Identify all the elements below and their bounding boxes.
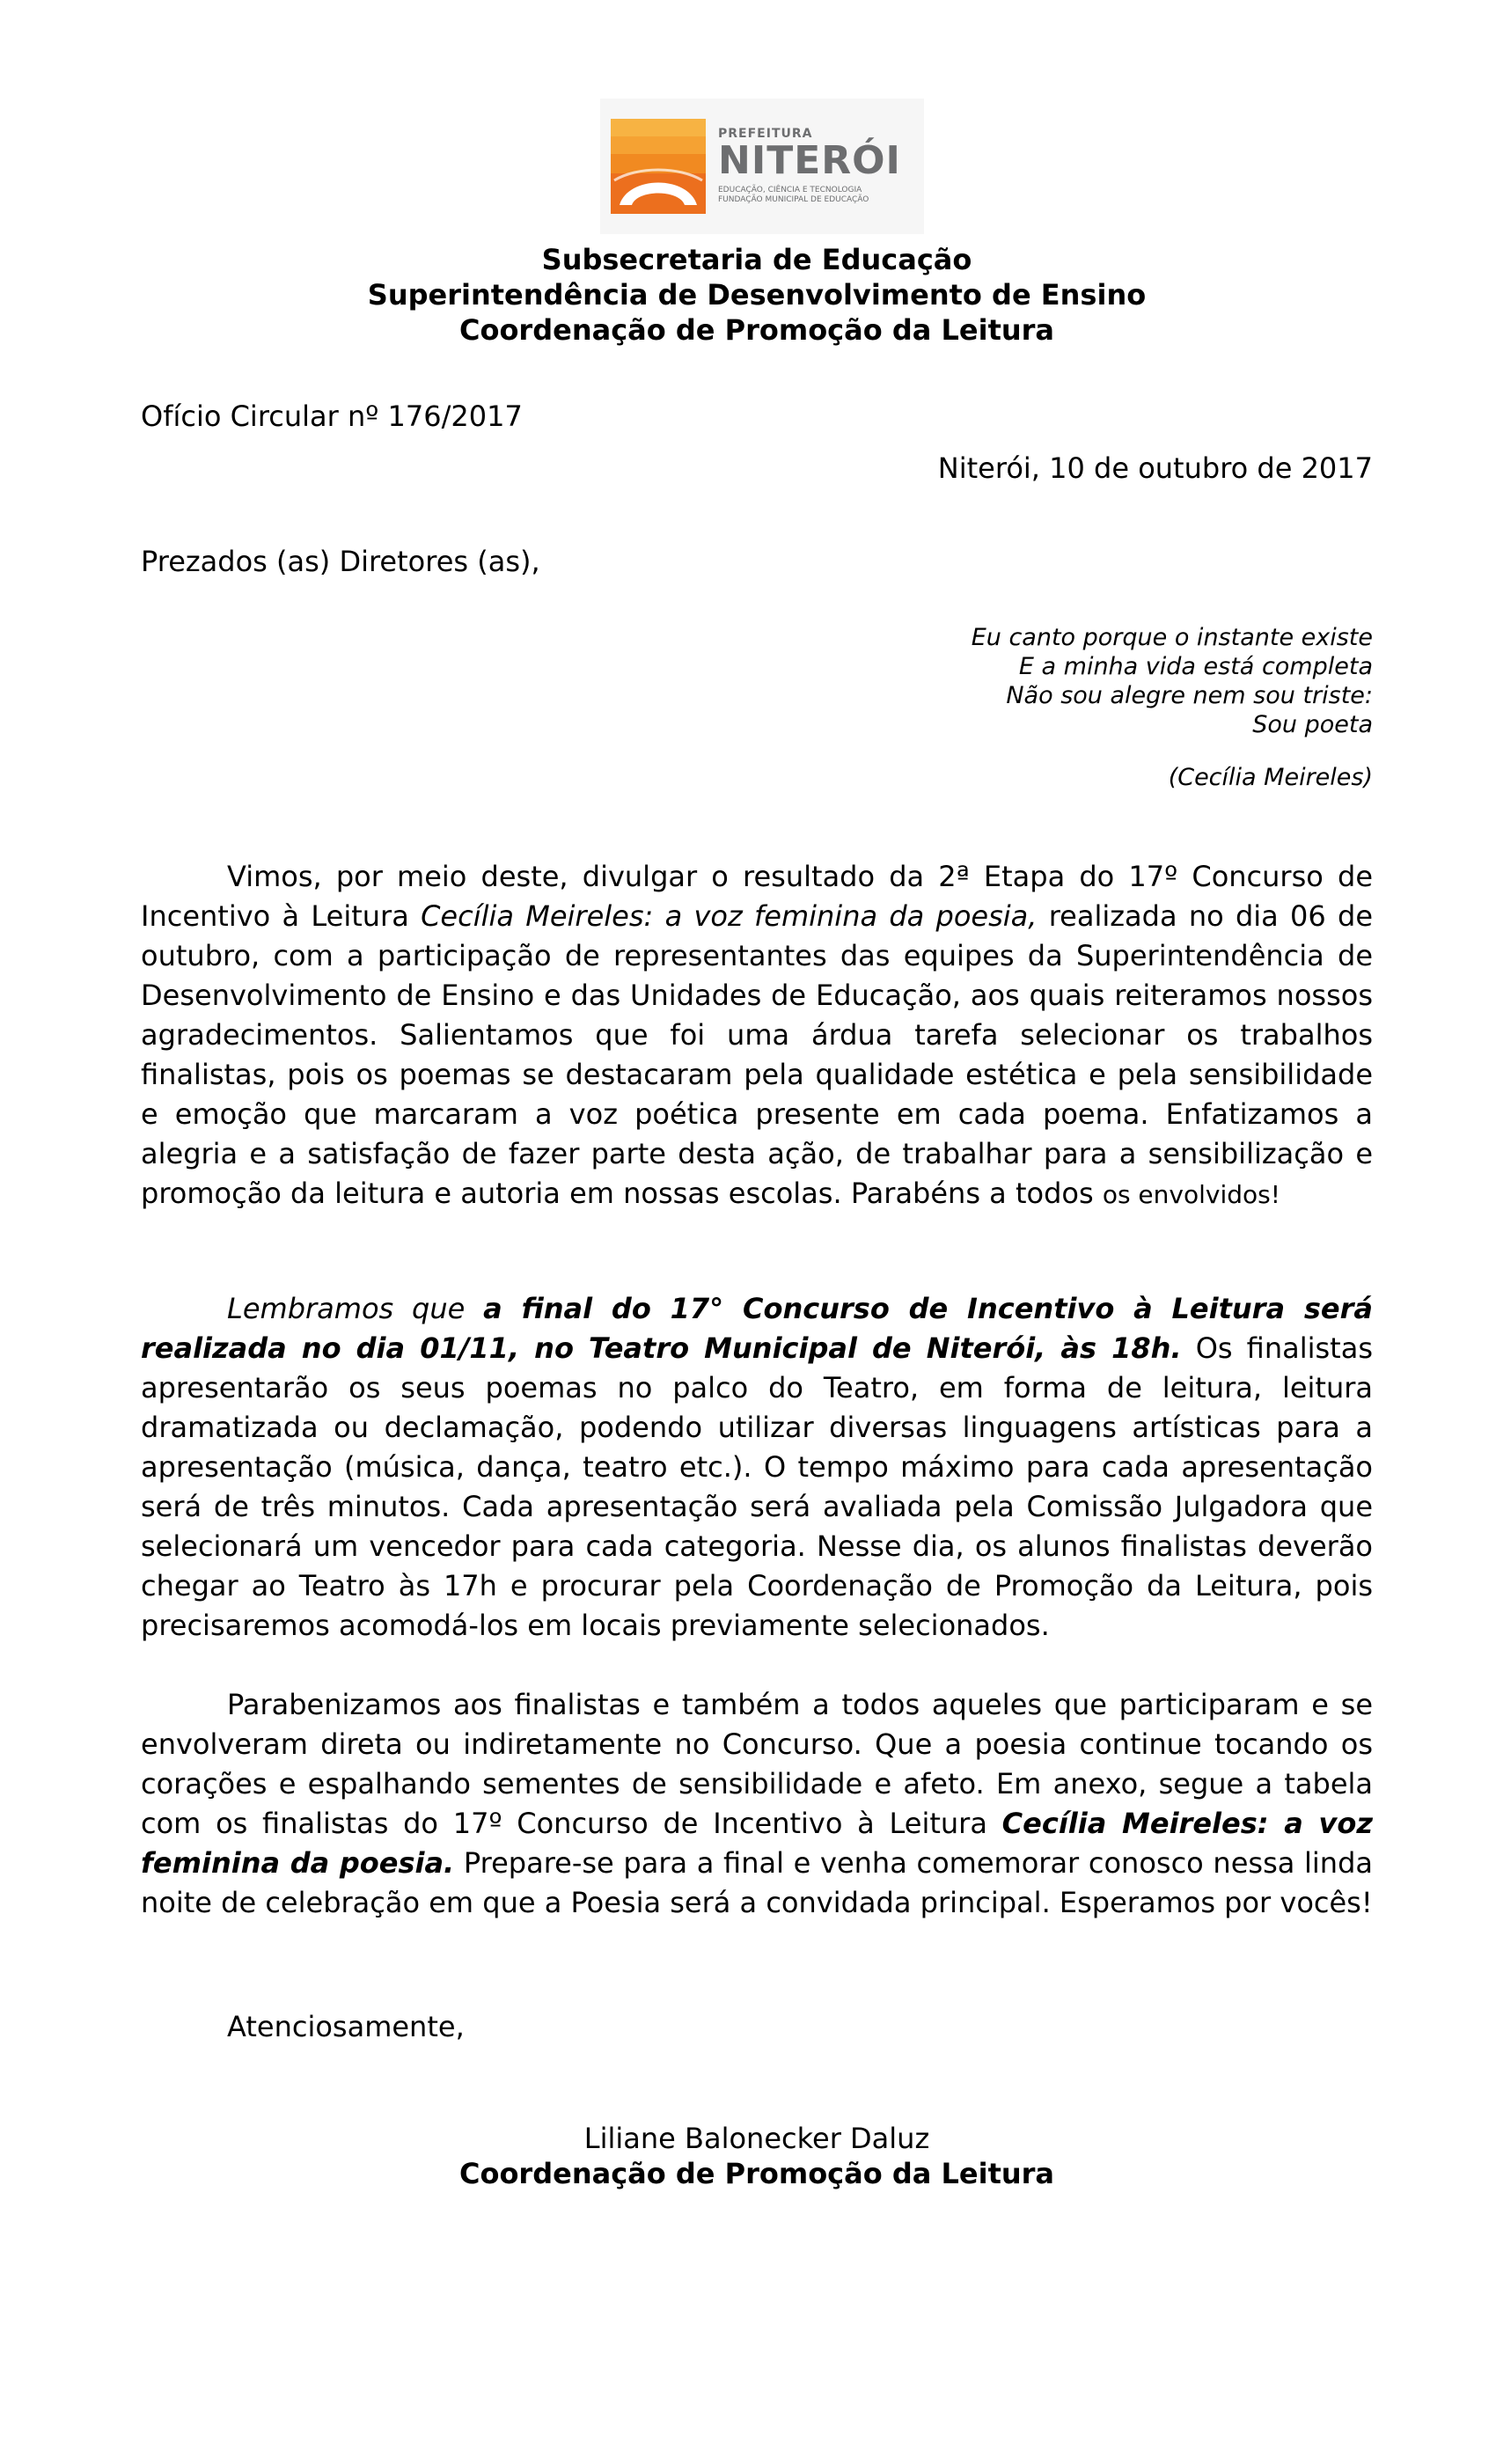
closing: Atenciosamente, xyxy=(227,2010,465,2043)
para2-text-a: Lembramos que xyxy=(227,1292,484,1325)
para1-text-a: Vimos, por meio deste, divulgar o resultado da 2ª Etapa do 17º Concurso de Incentivo à Leitura xyxy=(141,860,1373,933)
logo-city-text: NITERÓI xyxy=(718,137,901,183)
signature-role: Coordenação de Promoção da Leitura xyxy=(458,2157,1055,2190)
logo-subtitle-2: FUNDAÇÃO MUNICIPAL DE EDUCAÇÃO xyxy=(718,195,869,204)
poem-line: E a minha vida está completa xyxy=(1018,653,1373,680)
para1-text-c: realizada no dia 06 de outubro, com a participação de representantes das equipes da Superintendência de Desenvolvimento de Ensino e das Unidades de Educação, aos quais reiteramos nossos agradecimentos. Salientamos que foi uma árdua tarefa selecionar os trabalhos finalistas, pois os poemas se destacaram pela qualidade estética e pela sensibilidade e emoção que marcaram a voz poética presente em cada poema. Enfatizamos a alegria e a satisfação de fazer parte desta ação, de trabalhar para a sensibilização e promoção da leitura e autoria em nossas escolas. Parabéns a todos xyxy=(141,899,1374,1210)
poem-line: Não sou alegre nem sou triste: xyxy=(1006,682,1373,709)
prefeitura-niteroi-logo xyxy=(600,99,924,234)
oficio-number: Ofício Circular nº 176/2017 xyxy=(141,400,523,433)
logo-prefeitura-text: PREFEITURA xyxy=(718,126,813,141)
greeting: Prezados (as) Diretores (as), xyxy=(141,545,540,578)
poem-line: Sou poeta xyxy=(1252,711,1373,738)
poem-line: Eu canto porque o instante existe xyxy=(971,624,1373,651)
letter-date: Niterói, 10 de outubro de 2017 xyxy=(937,451,1373,485)
epigraph-poem xyxy=(972,623,1373,739)
paragraph-final-event xyxy=(141,1289,1373,1646)
header-subsecretaria: Subsecretaria de Educação xyxy=(541,243,972,276)
signature-name: Liliane Balonecker Daluz xyxy=(583,2122,930,2155)
para3-contest-title: Cecília Meireles: a voz feminina da poesia. xyxy=(141,1807,1374,1880)
epigraph-author: (Cecília Meireles) xyxy=(1168,764,1373,791)
paragraph-result xyxy=(141,857,1373,1214)
logo-subtitle-1: EDUCAÇÃO, CIÊNCIA E TECNOLOGIA xyxy=(718,185,862,194)
para2-text-c: Os finalistas apresentarão os seus poemas no palco do Teatro, em forma de leitura, leitura dramatizada ou declamação, podendo utilizar diversas linguagens artísticas para a apresentação (música, dança, teatro etc.). O tempo máximo para cada apresentação será de três minutos. Cada apresentação será avaliada pela Comissão Julgadora que selecionará um vencedor para cada categoria. Nesse dia, os alunos finalistas deverão chegar ao Teatro às 17h e procurar pela Coordenação de Promoção da Leitura, pois precisaremos acomodá-los em locais previamente selecionados. xyxy=(141,1331,1374,1642)
letter-header xyxy=(141,242,1373,348)
paragraph-congratulations xyxy=(141,1685,1373,1923)
para2-event-highlight: a final do 17° Concurso de Incentivo à Leitura será realizada no dia 01/11, no Teatro Municipal de Niterói, às 18h. xyxy=(141,1292,1374,1365)
para3-text-a: Parabenizamos aos finalistas e também a todos aqueles que participaram e se envolveram direta ou indiretamente no Concurso. Que a poesia continue tocando os corações e espalhando sementes de sensibilidade e afeto. Em anexo, segue a tabela com os finalistas do 17º Concurso de Incentivo à Leitura xyxy=(141,1688,1373,1840)
signature-block xyxy=(141,2121,1373,2191)
niteroi-emblem-icon xyxy=(611,119,706,214)
header-superintendencia: Superintendência de Desenvolvimento de Ensino xyxy=(367,278,1147,312)
para1-contest-title: Cecília Meireles: a voz feminina da poesia, xyxy=(421,899,1038,933)
header-coordenacao: Coordenação de Promoção da Leitura xyxy=(458,313,1055,347)
para1-text-d: os envolvidos! xyxy=(1102,1180,1280,1209)
para3-text-c: Prepare-se para a final e venha comemorar conosco nessa linda noite de celebração em que a Poesia será a convidada principal. Esperamos por vocês! xyxy=(141,1846,1374,1919)
